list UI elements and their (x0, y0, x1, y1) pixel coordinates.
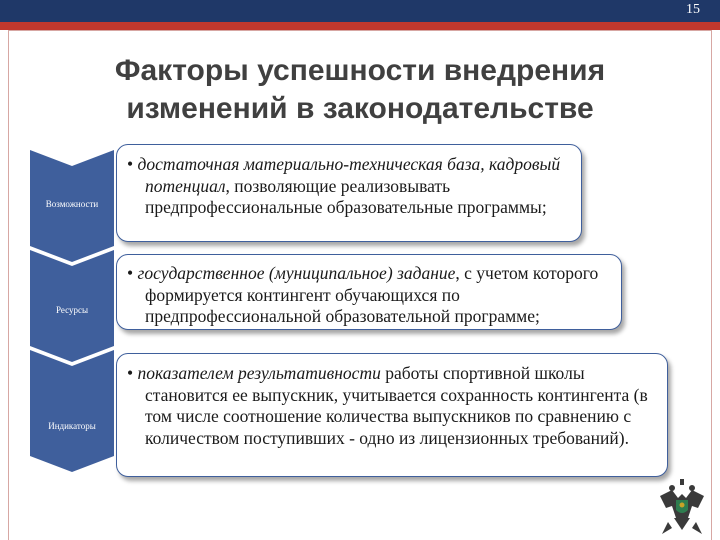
bullet-2 (127, 263, 611, 328)
bullet-3-marker: • (127, 363, 134, 383)
content-box-2 (116, 254, 622, 330)
bullet-1-text: , позволяющие реализовывать предпрофессиональные образовательные программы; (145, 175, 547, 217)
page-number: 15 (686, 2, 700, 17)
bullet-3-text: работы спортивной школы становится ее выпускник, учитывается сохранность контингента (в том числе соотношение количества выпускников по сравнению с количеством поступивших - одно из лицензионных требований). (145, 363, 648, 448)
bullet-3 (127, 363, 657, 449)
bullet-1-marker: • (127, 154, 134, 174)
chevron-1-label: Возможности (45, 199, 99, 209)
slide-title-line-2: изменений в законодательстве (126, 92, 594, 125)
bullet-1 (127, 154, 571, 219)
chevron-2-label: Ресурсы (55, 305, 89, 315)
chevron-3-shape (30, 350, 114, 472)
content-box-1 (116, 144, 582, 242)
slide-title-line-1: Факторы успешности внедрения (114, 54, 606, 87)
content-box-3 (116, 353, 668, 477)
bullet-2-text: , с учетом которого формируется контингент обучающихся по предпрофессиональной образовательной программе; (145, 263, 599, 326)
bullet-2-italic: государственное (муниципальное) задание (137, 263, 456, 283)
bullet-2-marker: • (127, 263, 134, 283)
bullet-1-italic: достаточная материально-техническая база, кадровый потенциал (137, 154, 561, 196)
double-headed-eagle-emblem-icon (658, 478, 706, 536)
bullet-3-italic: показателем результативности (137, 363, 381, 383)
chevron-3-label: Индикаторы (48, 421, 96, 431)
